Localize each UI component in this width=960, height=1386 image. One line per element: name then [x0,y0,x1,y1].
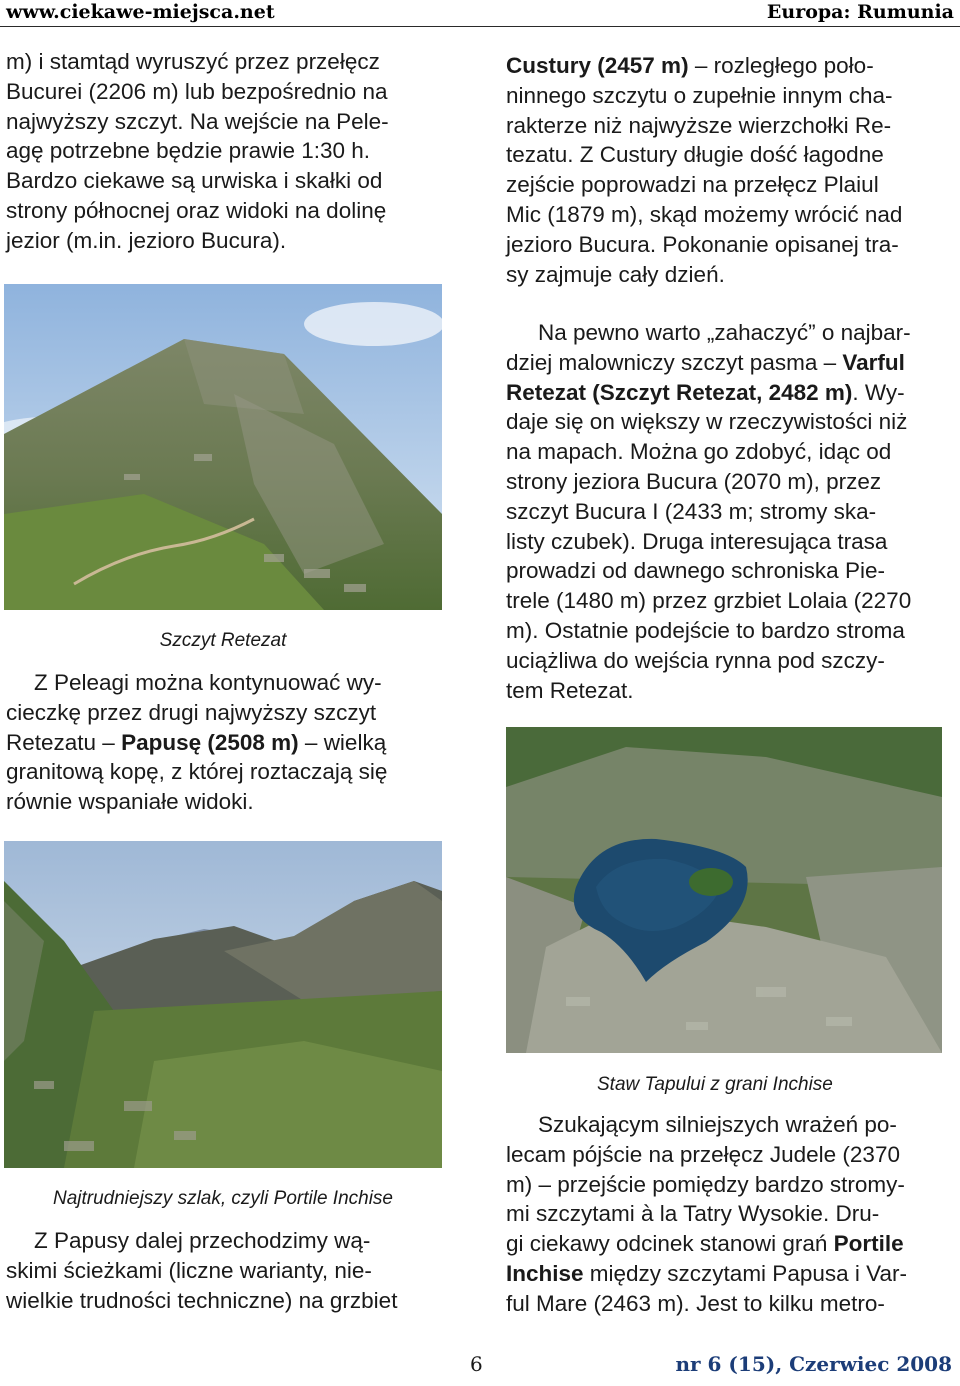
text-line: zejście poprowadzi na przełęcz Plaiul [506,172,879,198]
page-header [0,0,960,27]
right-paragraph-judele [506,1110,954,1319]
text-line: Retezat (Szczyt Retezat, 2482 m). Wy- [506,379,905,405]
text-line: Bucurei (2206 m) lub bezpośrednio na [6,78,388,104]
text-line: skimi ścieżkami (liczne warianty, nie- [6,1257,372,1283]
text-line: tezatu. Z Custury długie dość łagodne [506,142,884,168]
bold-term: Papusę (2508 m) [121,729,299,755]
bold-term: Portile [833,1231,904,1257]
text-line: m). Ostatnie podejście to bardzo stroma [506,617,905,643]
text-line: ninnego szczytu o zupełnie innym cha- [506,82,893,108]
text-line: wielkie trudności techniczne) na grzbiet [6,1287,398,1313]
text-line: tem Retezat. [506,677,634,703]
left-paragraph-papusa [6,668,454,817]
text-line: Z Papusy dalej przechodzimy wą- [34,1228,371,1253]
text-line: gi ciekawy odcinek stanowi grań Portile [506,1231,904,1257]
text-line: Mic (1879 m), skąd możemy wrócić nad [506,201,903,227]
bold-term: Inchise [506,1260,584,1286]
left-intro-paragraph [6,47,454,256]
photo-staw-tapului [506,727,942,1053]
text-line: najwyższy szczyt. Na wejście na Pele- [6,108,389,134]
bold-term: Custury (2457 m) [506,53,689,78]
text-line: Retezatu – Papusę (2508 m) – wielką [6,729,387,755]
text-line: strony jeziora Bucura (2070 m), przez [506,468,882,494]
text-line: Bardzo ciekawe są urwiska i skałki od [6,168,383,194]
photo-caption: Szczyt Retezat [159,630,287,651]
issue-label: nr 6 (15), Czerwiec 2008 [675,1352,952,1376]
bold-term: Retezat (Szczyt Retezat, 2482 m) [506,379,853,405]
bold-term: Varful [842,349,905,375]
text-line: Custury (2457 m) – rozległego poło- [506,53,874,78]
photo-caption: Staw Tapului z grani Inchise [597,1074,833,1095]
text-line: rakterze niż najwyższe wierzchołki Re- [506,112,892,138]
text-line: Szukającym silniejszych wrażeń po- [538,1112,897,1137]
left-paragraph-papusy [6,1226,454,1315]
text-line: Na pewno warto „zahaczyć” o najbar- [538,320,911,345]
text-line: jezioro Bucura. Pokonanie opisanej tra- [506,231,899,257]
text-line: m) i stamtąd wyruszyć przez przełęcz [6,49,380,74]
site-url[interactable]: www.ciekawe-miejsca.net [6,1,275,23]
text-line: lecam pójście na przełęcz Judele (2370 [506,1141,900,1167]
text-line: daje się on większy w rzeczywistości niż [506,409,908,435]
text-line: prowadzi od dawnego schroniska Pie- [506,558,885,584]
text-line: cieczkę przez drugi najwyższy szczyt [6,699,377,725]
photo-portile-inchise [4,841,442,1168]
text-line: uciążliwa do wejścia rynna pod szczy- [506,647,885,673]
text-line: jezior (m.in. jezioro Bucura). [6,227,287,253]
text-line: równie wspaniałe widoki. [6,789,254,815]
photo-caption: Najtrudniejszy szlak, czyli Portile Inchise [52,1188,393,1209]
text-line: mi szczytami à la Tatry Wysokie. Dru- [506,1201,880,1227]
text-line: strony północnej oraz widoki na dolinę [6,197,387,223]
text-line: sy zajmuje cały dzień. [506,261,725,287]
text-line: m) – przejście pomiędzy bardzo stromy- [506,1171,905,1197]
right-paragraph-varful-retezat [506,318,954,705]
text-line: agę potrzebne będzie prawie 1:30 h. [6,138,371,164]
section-title: Europa: Rumunia [766,1,954,23]
text-line: dziej malowniczy szczyt pasma – Varful [506,349,905,375]
right-paragraph-custury [506,51,954,289]
text-line: Z Peleagi można kontynuować wy- [34,670,382,695]
page-number: 6 [470,1352,483,1376]
photo-szczyt-retezat [4,284,442,610]
text-line: listy czubek). Druga interesująca trasa [506,528,888,554]
text-line: trele (1480 m) przez grzbiet Lolaia (2270 [506,588,912,614]
text-line: granitową kopę, z której roztaczają się [6,759,388,785]
text-line: Inchise między szczytami Papusa i Var- [506,1260,907,1286]
text-line: szczyt Bucura I (2433 m; stromy ska- [506,498,877,524]
text-line: ful Mare (2463 m). Jest to kilku metro- [506,1290,885,1316]
text-line: na mapach. Można go zdobyć, idąc od [506,439,892,465]
